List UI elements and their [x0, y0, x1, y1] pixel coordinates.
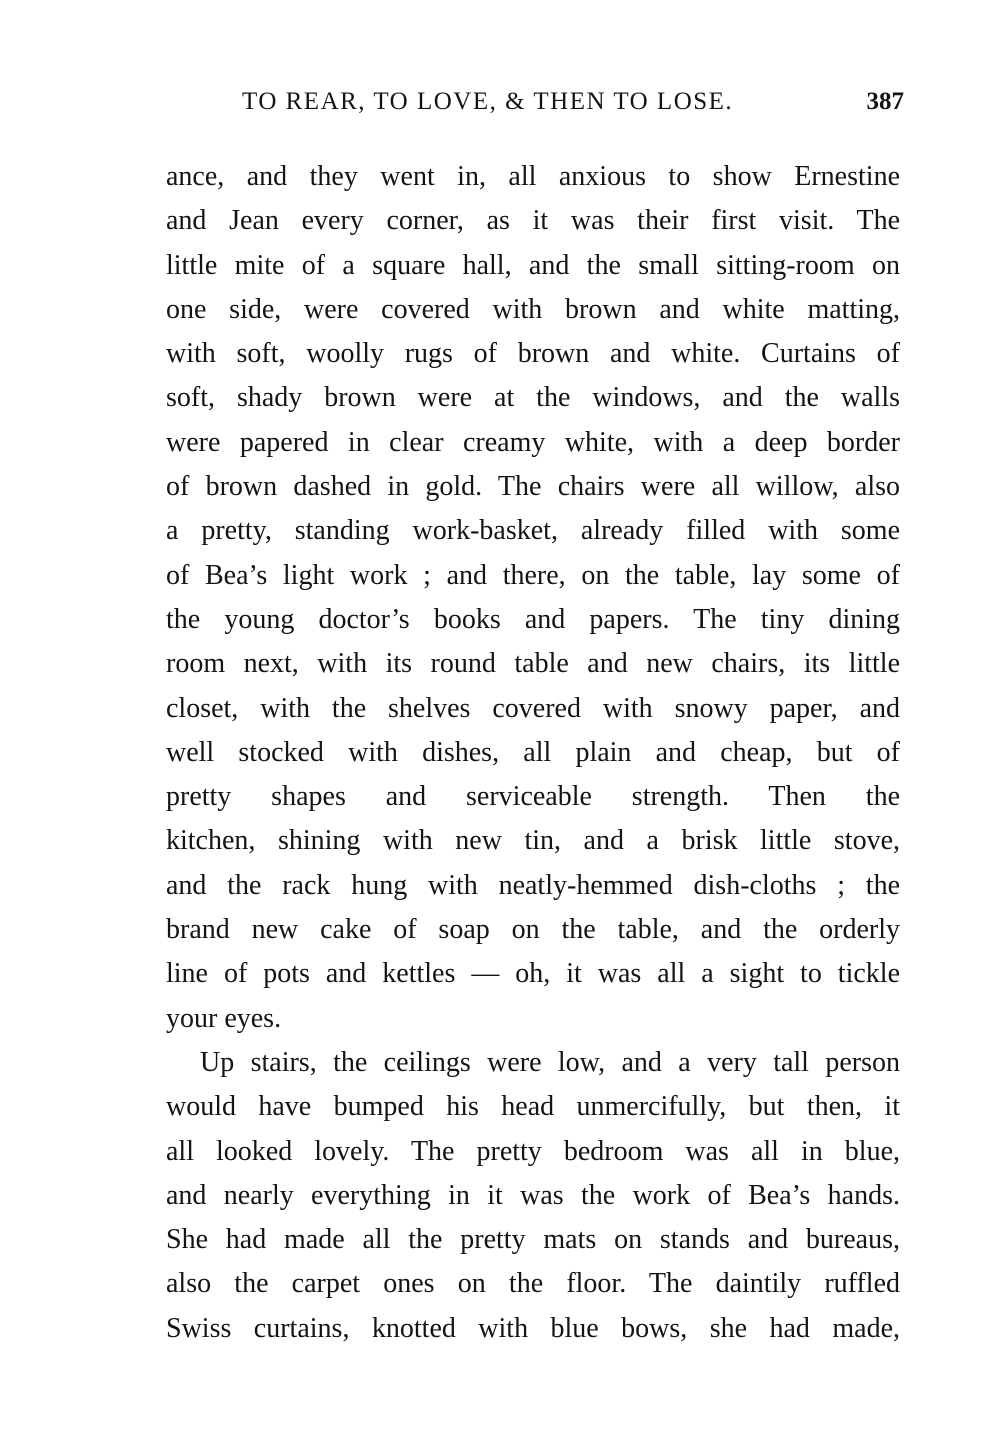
text-line: your eyes.: [166, 1002, 282, 1034]
page-number: 387: [866, 88, 904, 115]
text-line: little mite of a square hall, and the small sitting-room on: [166, 249, 900, 281]
text-line: pretty shapes and serviceable strength. Then the: [166, 781, 900, 813]
text-line: all looked lovely. The pretty bedroom was all in blue,: [166, 1135, 900, 1167]
text-line: kitchen, shining with new tin, and a brisk little stove,: [166, 825, 900, 857]
text-line: and nearly everything in it was the work of Bea’s hands.: [166, 1179, 900, 1211]
text-line: room next, with its round table and new chairs, its little: [166, 648, 900, 680]
text-line: brand new cake of soap on the table, and the orderly: [166, 914, 900, 946]
text-line: She had made all the pretty mats on stands and bureaus,: [166, 1224, 900, 1256]
text-line: the young doctor’s books and papers. The tiny dining: [166, 603, 900, 635]
text-line: ance, and they went in, all anxious to show Ernestine: [166, 161, 900, 192]
text-line: Up stairs, the ceilings were low, and a very tall person: [200, 1046, 900, 1078]
text-line: closet, with the shelves covered with snowy paper, and: [166, 692, 900, 724]
text-line: would have bumped his head unmercifully, but then, it: [166, 1091, 900, 1123]
paragraph-1: [166, 155, 900, 1041]
text-line: with soft, woolly rugs of brown and white. Curtains of: [166, 338, 900, 370]
text-line: of Bea’s light work ; and there, on the table, lay some of: [166, 559, 900, 591]
text-line: and the rack hung with neatly-hemmed dish-cloths ; the: [166, 869, 900, 901]
running-title: TO REAR, TO LOVE, & THEN TO LOSE.: [242, 88, 734, 115]
text-line: and Jean every corner, as it was their first visit. The: [166, 205, 900, 237]
text-line: a pretty, standing work-basket, already filled with some: [166, 515, 900, 547]
text-line: well stocked with dishes, all plain and cheap, but of: [166, 736, 900, 768]
text-line: also the carpet ones on the floor. The daintily ruffled: [166, 1268, 900, 1300]
text-line: soft, shady brown were at the windows, and the walls: [166, 382, 900, 414]
body-text: [166, 155, 900, 1351]
text-line: of brown dashed in gold. The chairs were all willow, also: [166, 471, 900, 503]
text-line: one side, were covered with brown and white matting,: [166, 293, 900, 325]
text-line: line of pots and kettles — oh, it was all a sight to tickle: [166, 958, 900, 990]
text-line: Swiss curtains, knotted with blue bows, she had made,: [166, 1312, 900, 1344]
text-line: were papered in clear creamy white, with a deep border: [166, 426, 900, 458]
running-head: [166, 88, 904, 128]
paragraph-2: [166, 1041, 900, 1351]
